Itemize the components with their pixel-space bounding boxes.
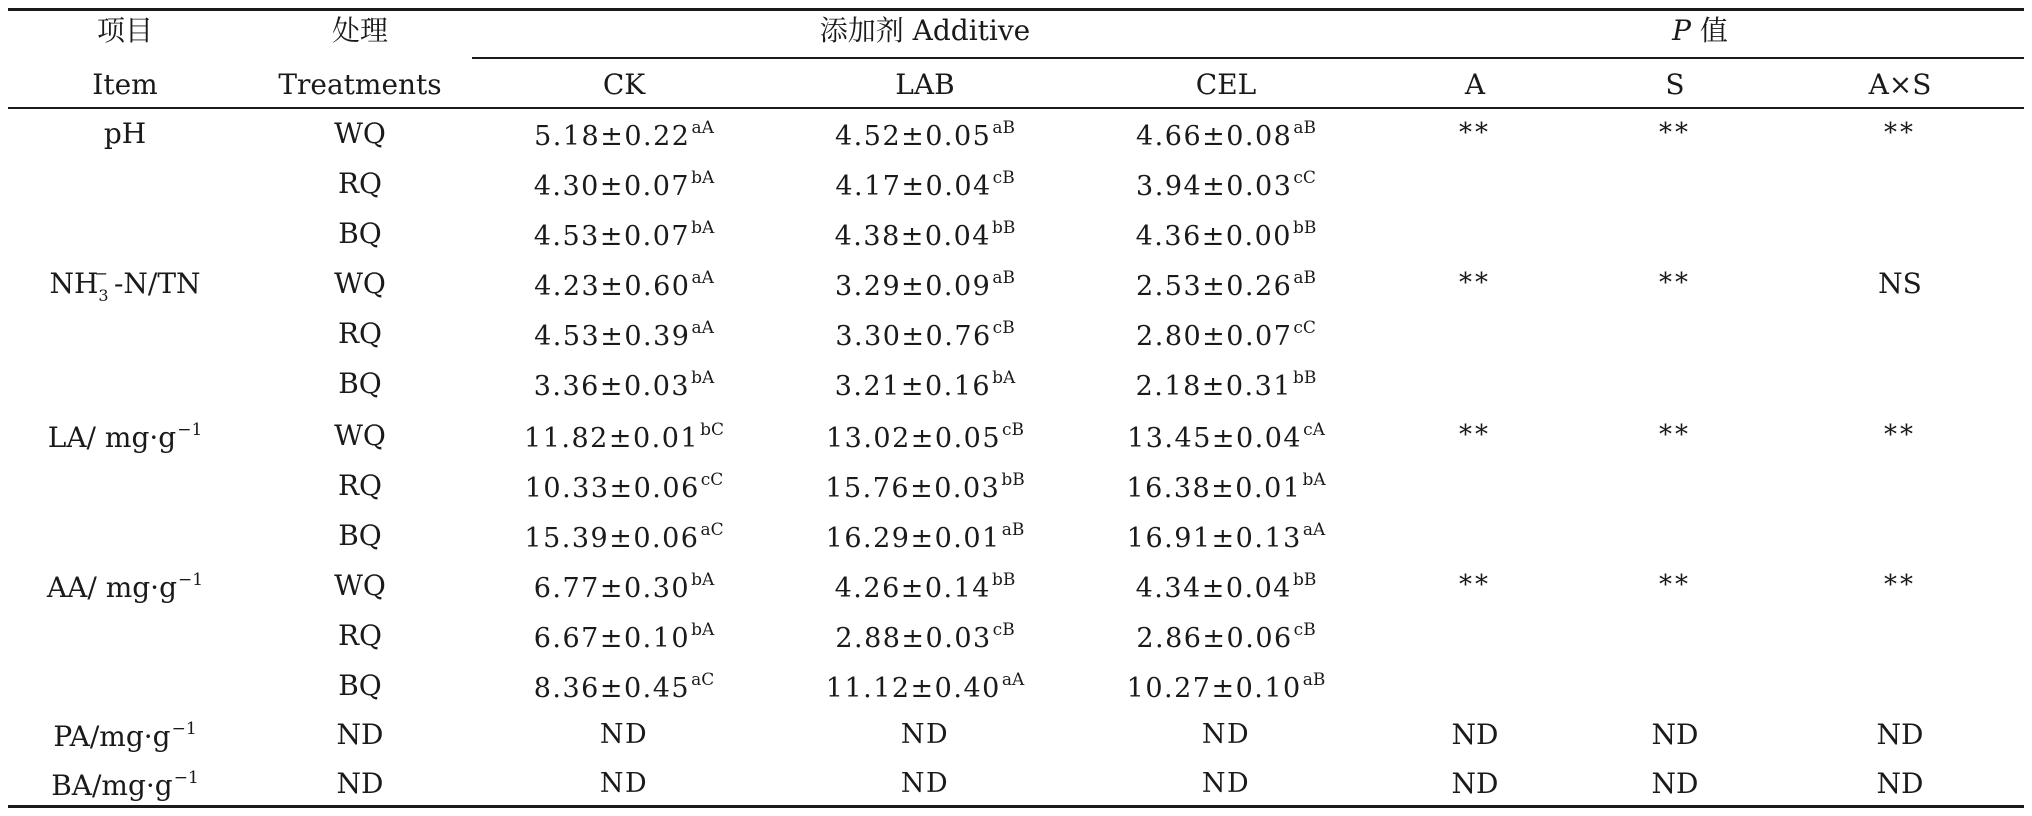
lab-value-cell: ND bbox=[900, 719, 950, 750]
ck-value-cell: $4.30\pm 0.07^{bA}$ bbox=[533, 168, 715, 202]
ck-value-cell: $4.53\pm 0.39^{aA}$ bbox=[534, 318, 714, 352]
bottom-rule bbox=[8, 805, 2024, 808]
p-value-axs-cell: ND bbox=[1876, 767, 1924, 800]
ck-value-cell: $11.82\pm 0.01^{bC}$ bbox=[524, 420, 724, 454]
treatment-cell: WQ bbox=[334, 419, 386, 452]
treatment-cell: ND bbox=[336, 767, 384, 800]
p-value-a-cell: ** bbox=[1459, 420, 1491, 450]
lab-value-cell: $4.26\pm 0.14^{bB}$ bbox=[834, 570, 1016, 604]
header-col-cel: CEL bbox=[1195, 68, 1257, 101]
lab-value-cell: $4.17\pm 0.04^{cB}$ bbox=[835, 168, 1015, 202]
cel-value-cell: $16.91\pm 0.13^{aA}$ bbox=[1126, 520, 1326, 554]
lab-value-cell: $15.76\pm 0.03^{bB}$ bbox=[825, 470, 1025, 504]
lab-value-cell: $11.12\pm 0.40^{aA}$ bbox=[825, 670, 1025, 704]
header-additive: 添加剂 Additive bbox=[819, 14, 1031, 47]
cel-value-cell: $2.86\pm 0.06^{cB}$ bbox=[1136, 620, 1316, 654]
lab-value-cell: $3.29\pm 0.09^{aB}$ bbox=[835, 268, 1015, 302]
cel-value-cell: $2.18\pm 0.31^{bB}$ bbox=[1135, 368, 1317, 402]
treatment-cell: RQ bbox=[337, 619, 383, 652]
p-value-axs-cell: ** bbox=[1884, 420, 1916, 450]
ck-value-cell: ND bbox=[599, 768, 649, 799]
treatment-cell: WQ bbox=[334, 117, 386, 150]
cel-value-cell: $10.27\pm 0.10^{aB}$ bbox=[1126, 670, 1326, 704]
additive-underline bbox=[472, 57, 2024, 59]
treatment-cell: BQ bbox=[338, 519, 382, 552]
p-value-a-cell: ND bbox=[1451, 718, 1499, 751]
header-treatments-cn: 处理 bbox=[331, 14, 389, 47]
cel-value-cell: ND bbox=[1201, 768, 1251, 799]
p-value-axs-cell: ND bbox=[1876, 718, 1924, 751]
lab-value-cell: $16.29\pm 0.01^{aB}$ bbox=[825, 520, 1025, 554]
lab-value-cell: $4.52\pm 0.05^{aB}$ bbox=[835, 118, 1015, 152]
cel-value-cell: $2.53\pm 0.26^{aB}$ bbox=[1136, 268, 1316, 302]
ck-value-cell: $8.36\pm 0.45^{aC}$ bbox=[533, 670, 715, 704]
ck-value-cell: $6.67\pm 0.10^{bA}$ bbox=[533, 620, 715, 654]
treatment-cell: WQ bbox=[334, 569, 386, 602]
header-item-en: Item bbox=[92, 68, 158, 101]
treatment-cell: RQ bbox=[337, 317, 383, 350]
p-value-s-cell: ** bbox=[1659, 268, 1691, 298]
item-ph: pH bbox=[103, 117, 147, 150]
cel-value-cell: $13.45\pm 0.04^{cA}$ bbox=[1127, 420, 1325, 454]
p-value-a-cell: ** bbox=[1459, 268, 1491, 298]
cel-value-cell: $4.66\pm 0.08^{aB}$ bbox=[1136, 118, 1316, 152]
lab-value-cell: $3.21\pm 0.16^{bA}$ bbox=[834, 368, 1016, 402]
ck-value-cell: $3.36\pm 0.03^{bA}$ bbox=[533, 368, 715, 402]
item-aa: AA/ $mg\cdot g^{-1}$ bbox=[46, 570, 204, 604]
p-value-axs-cell: ** bbox=[1884, 570, 1916, 600]
treatment-cell: RQ bbox=[337, 167, 383, 200]
cel-value-cell: $16.38\pm 0.01^{bA}$ bbox=[1126, 470, 1326, 504]
ck-value-cell: $4.23\pm 0.60^{aA}$ bbox=[534, 268, 714, 302]
cel-value-cell: $4.36\pm 0.00^{bB}$ bbox=[1135, 218, 1317, 252]
p-value-axs-cell: ** bbox=[1884, 118, 1916, 148]
p-value-s-cell: ND bbox=[1651, 767, 1699, 800]
ck-value-cell: $5.18\pm 0.22^{aA}$ bbox=[534, 118, 714, 152]
p-value-a-cell: ND bbox=[1451, 767, 1499, 800]
header-col-lab: LAB bbox=[895, 68, 955, 101]
item-pa: $PA/mg\cdot g^{-1}$ bbox=[53, 719, 197, 753]
treatment-cell: BQ bbox=[338, 669, 382, 702]
item-ba: $BA/mg\cdot g^{-1}$ bbox=[51, 768, 199, 802]
p-value-s-cell: ND bbox=[1651, 718, 1699, 751]
p-value-a-cell: ** bbox=[1459, 570, 1491, 600]
p-value-axs-cell: NS bbox=[1878, 267, 1922, 300]
treatment-cell: RQ bbox=[337, 469, 383, 502]
header-p-suffix: 值 bbox=[1699, 14, 1728, 47]
header-item-cn: 项目 bbox=[96, 14, 154, 47]
header-bottom-rule bbox=[8, 107, 2024, 109]
lab-value-cell: $2.88\pm 0.03^{cB}$ bbox=[835, 620, 1015, 654]
header-p-value bbox=[1672, 14, 1728, 47]
lab-value-cell: $13.02\pm 0.05^{cB}$ bbox=[825, 420, 1025, 454]
treatment-cell: ND bbox=[336, 718, 384, 751]
cel-value-cell: $3.94\pm 0.03^{cC}$ bbox=[1136, 168, 1316, 202]
ck-value-cell: $10.33\pm 0.06^{cC}$ bbox=[524, 470, 724, 504]
p-value-a-cell: ** bbox=[1459, 118, 1491, 148]
header-col-ck: CK bbox=[602, 68, 646, 101]
p-value-s-cell: ** bbox=[1659, 420, 1691, 450]
ck-value-cell: $6.77\pm 0.30^{bA}$ bbox=[533, 570, 715, 604]
treatment-cell: WQ bbox=[334, 267, 386, 300]
ck-value-cell: $4.53\pm 0.07^{bA}$ bbox=[533, 218, 715, 252]
lab-value-cell: ND bbox=[900, 768, 950, 799]
cel-value-cell: $4.34\pm 0.04^{bB}$ bbox=[1135, 570, 1317, 604]
p-value-s-cell: ** bbox=[1659, 118, 1691, 148]
header-col-a: A bbox=[1464, 68, 1486, 101]
header-col-axs: A×S bbox=[1868, 68, 1932, 101]
treatment-cell: BQ bbox=[338, 367, 382, 400]
lab-value-cell: $3.30\pm 0.76^{cB}$ bbox=[835, 318, 1015, 352]
top-rule bbox=[8, 8, 2024, 11]
item-la: LA/ $mg\cdot g^{-1}$ bbox=[47, 420, 203, 454]
header-p-letter: P bbox=[1672, 14, 1691, 47]
treatment-cell: BQ bbox=[338, 217, 382, 250]
lab-value-cell: $4.38\pm 0.04^{bB}$ bbox=[834, 218, 1016, 252]
ck-value-cell: ND bbox=[599, 719, 649, 750]
header-treatments-en: Treatments bbox=[278, 68, 442, 101]
cel-value-cell: ND bbox=[1201, 719, 1251, 750]
header-col-s: S bbox=[1665, 68, 1685, 101]
item-nh3-n-tn: $NH_3^-$ -N/TN bbox=[49, 264, 201, 305]
cel-value-cell: $2.80\pm 0.07^{cC}$ bbox=[1136, 318, 1316, 352]
ck-value-cell: $15.39\pm 0.06^{aC}$ bbox=[524, 520, 724, 554]
p-value-s-cell: ** bbox=[1659, 570, 1691, 600]
